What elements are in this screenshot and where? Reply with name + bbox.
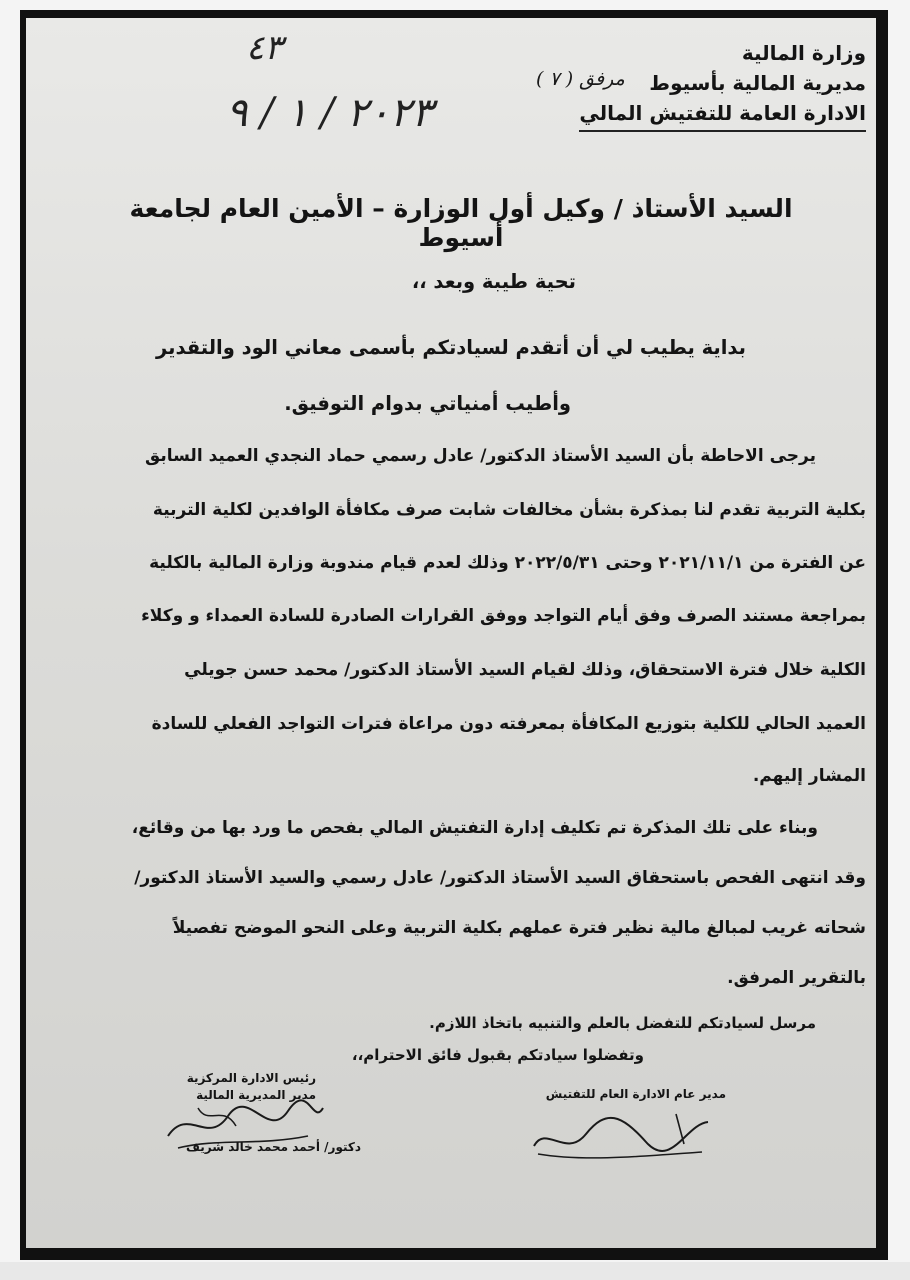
- body-line: بمراجعة مستند الصرف وفق أيام التواجد ووفق القرارات الصادرة للسادة العمداء و وكلاء: [141, 606, 866, 626]
- left-title-2: مدير المديرية المالية: [196, 1088, 316, 1102]
- intro-line: وأطيب أمنياتي بدوام التوفيق.: [284, 392, 571, 415]
- letter-page: [26, 18, 876, 1248]
- ministry-name: وزارة المالية: [741, 41, 866, 65]
- left-signatory-name: دكتور/ أحمد محمد خالد شريف: [186, 1140, 362, 1154]
- bottom-margin: [0, 1262, 910, 1280]
- right-signature: [526, 1104, 716, 1166]
- closing-line: وتفضلوا سيادتكم بقبول فائق الاحترام،،: [351, 1046, 644, 1064]
- body-line: يرجى الاحاطة بأن السيد الأستاذ الدكتور/ عادل رسمي حماد النجدي العميد السابق: [145, 446, 816, 466]
- handwritten-date: ٢٠٢٣ / ١ / ٩: [226, 90, 433, 136]
- body-line: شحاته غريب لمبالغ مالية نظير فترة عملهم بكلية التربية وعلى النحو الموضح تفصيلاً: [172, 918, 866, 938]
- department-name: الادارة العامة للتفتيش المالي: [579, 98, 866, 132]
- intro-line: بداية يطيب لي أن أتقدم لسيادتكم بأسمى معاني الود والتقدير: [156, 336, 746, 359]
- greeting: تحية طيبة وبعد ،،: [411, 270, 576, 293]
- body-line: وقد انتهى الفحص باستحقاق السيد الأستاذ الدكتور/ عادل رسمي والسيد الأستاذ الدكتور/: [134, 868, 866, 888]
- directorate-name: مديرية المالية بأسيوط: [649, 71, 866, 95]
- left-title-1: رئيس الادارة المركزية: [186, 1071, 316, 1085]
- body-line: عن الفترة من ٢٠٢١/١١/١ وحتى ٢٠٢٢/٥/٣١ وذلك لعدم قيام مندوبة وزارة المالية بالكلية: [149, 553, 866, 573]
- body-line: العميد الحالي للكلية بتوزيع المكافأة بمعرفته دون مراعاة فترات التواجد الفعلي للسادة: [151, 714, 866, 734]
- addressee-line: السيد الأستاذ / وكيل أول الوزارة – الأمين العام لجامعة أسيوط: [129, 194, 793, 252]
- body-line: بكلية التربية تقدم لنا بمذكرة بشأن مخالفات شابت صرف مكافأة الوافدين لكلية التربية: [152, 500, 866, 520]
- body-line: مرسل لسيادتكم للتفضل بالعلم والتنبيه باتخاذ اللازم.: [429, 1014, 816, 1032]
- right-signatory-title: مدير عام الادارة العام للتفتيش: [545, 1087, 726, 1101]
- body-line: وبناء على تلك المذكرة تم تكليف إدارة التفتيش المالي بفحص ما ورد بها من وقائع،: [131, 818, 818, 838]
- body-line: الكلية خلال فترة الاستحقاق، وذلك لقيام السيد الأستاذ الدكتور/ محمد حسن جويلي: [184, 660, 866, 680]
- attachment-note: مرفق ( ٧ ): [536, 68, 625, 90]
- handwritten-number: ٤٣: [246, 28, 283, 68]
- body-line: بالتقرير المرفق.: [727, 968, 866, 988]
- body-line: المشار إليهم.: [752, 766, 866, 786]
